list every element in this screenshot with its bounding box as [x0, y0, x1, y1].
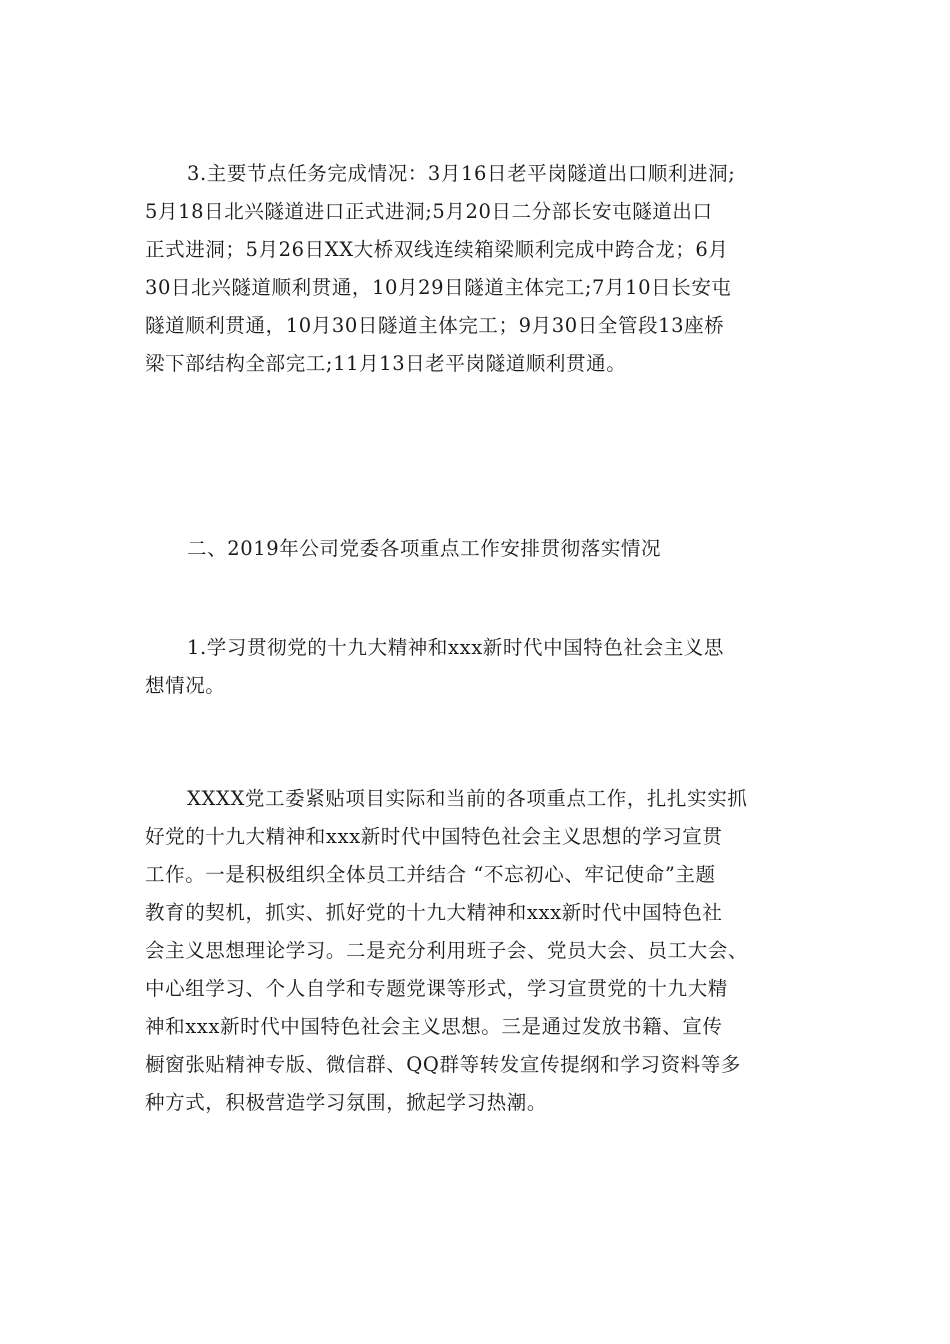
text-line: 1.学习贯彻党的十九大精神和xxx新时代中国特色社会主义思: [187, 636, 724, 659]
paragraph-node-progress: [145, 155, 810, 383]
text-line: 3.主要节点任务完成情况：3月16日老平岗隧道出口顺利进洞;: [187, 162, 736, 185]
text-line: 好党的十九大精神和xxx新时代中国特色社会主义思想的学习宣贯: [145, 825, 723, 848]
text-line: 30日北兴隧道顺利贯通，10月29日隧道主体完工;7月10日长安屯: [145, 276, 732, 299]
text-line: 中心组学习、个人自学和专题党课等形式，学习宣贯党的十九大精: [145, 977, 728, 1000]
text-line: XXXX党工委紧贴项目实际和当前的各项重点工作，扎扎实实抓: [187, 787, 748, 810]
subsection-heading: [145, 629, 810, 705]
section-heading: [145, 530, 810, 568]
text-line: 5月18日北兴隧道进口正式进洞;5月20日二分部长安屯隧道出口: [145, 200, 713, 223]
text-line: 正式进洞；5月26日XX大桥双线连续箱梁顺利完成中跨合龙；6月: [145, 238, 729, 261]
text-line: 隧道顺利贯通，10月30日隧道主体完工；9月30日全管段13座桥: [145, 314, 725, 337]
heading-line: 二、2019年公司党委各项重点工作安排贯彻落实情况: [187, 537, 662, 560]
text-line: 工作。一是积极组织全体员工并结合 “不忘初心、牢记使命”主题: [145, 863, 716, 886]
text-line: 会主义思想理论学习。二是充分利用班子会、党员大会、员工大会、: [145, 939, 749, 962]
paragraph-study-work: [145, 780, 810, 1122]
text-line: 橱窗张贴精神专版、微信群、QQ群等转发宣传提纲和学习资料等多: [145, 1053, 741, 1076]
text-line: 种方式，积极营造学习氛围，掀起学习热潮。: [145, 1091, 548, 1114]
text-line: 神和xxx新时代中国特色社会主义思想。三是通过发放书籍、宣传: [145, 1015, 723, 1038]
text-line: 梁下部结构全部完工;11月13日老平岗隧道顺利贯通。: [145, 352, 627, 375]
text-line: 想情况。: [145, 674, 226, 697]
text-line: 教育的契机，抓实、抓好党的十九大精神和xxx新时代中国特色社: [145, 901, 723, 924]
